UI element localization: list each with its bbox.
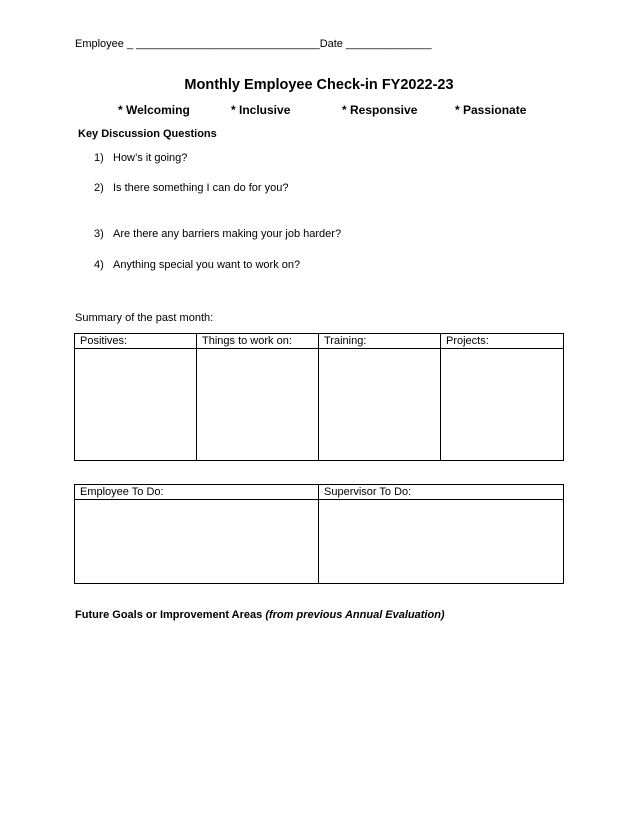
positives-cell[interactable] (75, 349, 197, 461)
todo-table (74, 484, 564, 584)
question-number: 3) (94, 228, 104, 240)
question-item (94, 228, 341, 240)
page-title: Monthly Employee Check-in FY2022-23 (184, 77, 454, 93)
date-label: Date (319, 38, 346, 50)
todo-header-row (75, 485, 564, 500)
projects-cell[interactable] (441, 349, 564, 461)
summary-label: Summary of the past month: (75, 312, 214, 324)
future-goals-heading (75, 609, 445, 621)
supervisor-todo-header: Supervisor To Do: (319, 485, 564, 500)
summary-table (74, 333, 564, 461)
question-item (94, 259, 300, 271)
question-number: 1) (94, 152, 104, 164)
things-to-work-on-header: Things to work on: (197, 334, 319, 349)
employee-todo-cell[interactable] (75, 500, 319, 584)
summary-header-row (75, 334, 564, 349)
question-item (94, 182, 289, 194)
question-number: 2) (94, 182, 104, 194)
positives-header: Positives: (75, 334, 197, 349)
future-goals-label: Future Goals or Improvement Areas (75, 609, 266, 621)
question-item (94, 152, 187, 164)
value-responsive: * Responsive (342, 103, 418, 117)
question-text: How’s it going? (113, 152, 188, 164)
employee-label: Employee _ (75, 38, 137, 50)
employee-name-blank[interactable]: ______________________________ (136, 38, 320, 50)
things-to-work-on-cell[interactable] (197, 349, 319, 461)
date-blank[interactable]: ______________ (345, 38, 432, 50)
supervisor-todo-cell[interactable] (319, 500, 564, 584)
value-passionate: * Passionate (455, 103, 527, 117)
training-header: Training: (319, 334, 441, 349)
key-discussion-heading: Key Discussion Questions (78, 128, 217, 140)
question-number: 4) (94, 259, 104, 271)
future-goals-note: (from previous Annual Evaluation) (265, 609, 445, 621)
todo-body-row (75, 500, 564, 584)
question-text: Are there any barriers making your job harder? (113, 228, 342, 240)
value-inclusive: * Inclusive (231, 103, 291, 117)
projects-header: Projects: (441, 334, 564, 349)
header-line (75, 38, 432, 50)
summary-body-row (75, 349, 564, 461)
question-text: Is there something I can do for you? (113, 182, 289, 194)
question-text: Anything special you want to work on? (113, 259, 301, 271)
value-welcoming: * Welcoming (118, 103, 190, 117)
employee-todo-header: Employee To Do: (75, 485, 319, 500)
training-cell[interactable] (319, 349, 441, 461)
